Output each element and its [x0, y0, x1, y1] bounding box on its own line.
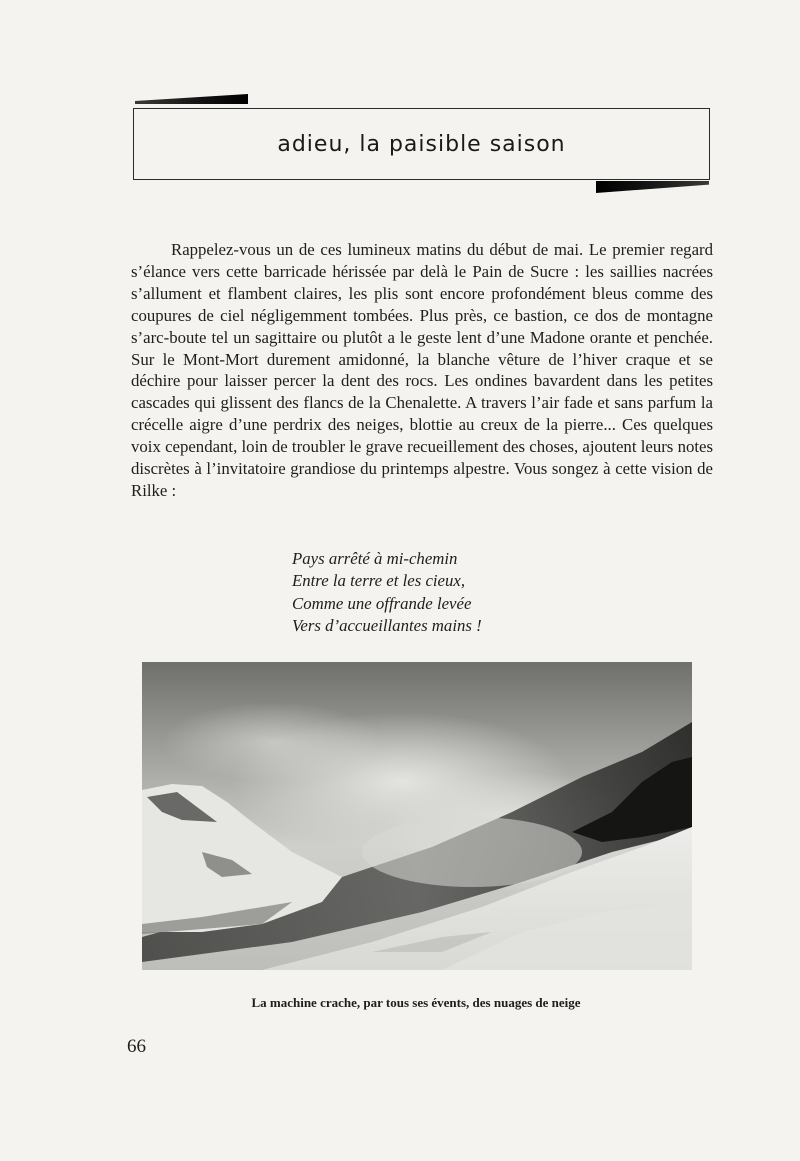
- body-paragraph: Rappelez-vous un de ces lumineux matins du début de mai. Le premier regard s’élance vers cette barricade hérissée par delà le Pain de Sucre : les saillies nacrées s’allument et flambent claires, les plis sont encore profondément bleus comme des coupures de ciel négligemment tombées. Plus près, ce bastion, ce dos de montagne s’arc-boute tel un sagittaire ou plutôt a le geste lent d’une Madone orante et penchée. Sur le Mont-Mort durement amidonné, la blanche vêture de l’hiver craque et se déchire pour laisser percer la dent des rocs. Les ondines bavardent dans les petites cascades qui glissent des flancs de la Chenalette. A travers l’air fade et sans parfum la crécelle aigre d’une perdrix des neiges, blottie au creux de la pierre... Ces quelques voix cependant, loin de troubler le grave recueillement des choses, ajoutent leurs notes discrètes à l’invitatoire grandiose du printemps alpestre. Vous songez à cette vision de Rilke :: [131, 240, 713, 500]
- poem-line: Pays arrêté à mi-chemin: [292, 549, 458, 568]
- mountain-snow-photograph: [142, 662, 692, 970]
- title-decorative-bar-bottom: [596, 181, 709, 193]
- poem-line: Vers d’accueillantes mains !: [292, 615, 482, 635]
- poem-quote: [292, 548, 482, 637]
- page-number: 66: [127, 1036, 146, 1057]
- poem-line: Entre la terre et les cieux,: [292, 571, 466, 591]
- title-decorative-bar-top: [135, 94, 248, 104]
- poem-line: Comme une offrande levée: [292, 593, 472, 613]
- chapter-title: adieu, la paisible saison: [277, 131, 566, 157]
- photo-caption: La machine crache, par tous ses évents, des nuages de neige: [251, 995, 581, 1010]
